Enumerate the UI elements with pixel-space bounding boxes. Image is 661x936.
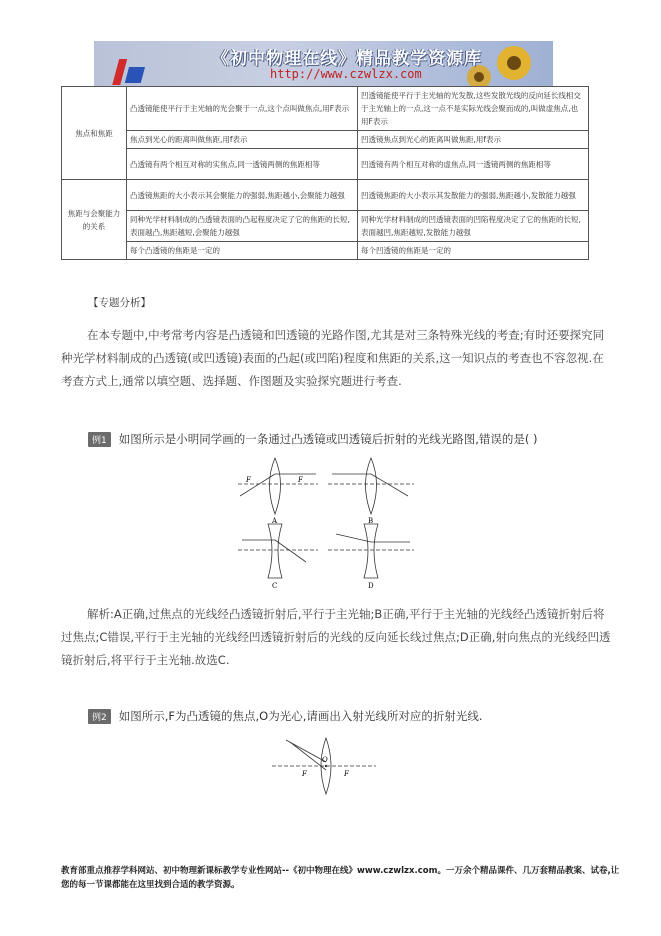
table-cell: 凹透镜焦距的大小表示其发散能力的强弱,焦距越小,发散能力越强: [358, 180, 589, 211]
table-cell: 凹透镜焦点到光心的距离叫做焦距,用f表示: [358, 131, 589, 149]
page-footer: 教育部重点推荐学科网站、初中物理新课标教学专业性网站--《初中物理在线》www.czwlzx.com。一万余个精品课件、几万套精品教案、试卷,让您的每一节课都能在这里找到合适的教学资源。: [61, 866, 620, 890]
focus-label: F: [298, 476, 303, 484]
example-badge: 例2: [88, 709, 111, 724]
banner-url: http://www.czwlzx.com: [270, 67, 422, 81]
example-1: [88, 431, 538, 447]
table-cell: 焦点到光心的距离叫做焦距,用f表示: [127, 131, 358, 149]
header-banner: [94, 41, 553, 87]
option-label-a: A: [272, 517, 278, 525]
option-label-d: D: [368, 582, 374, 590]
example-badge: 例1: [88, 432, 111, 447]
focus-label: F: [344, 770, 349, 778]
table-row: [62, 131, 589, 149]
focus-label: F: [302, 770, 307, 778]
section-title: 【专题分析】: [88, 297, 151, 309]
example-question: 如图所示是小明同学画的一条通过凸透镜或凹透镜后折射的光线光路图,错误的是( ): [118, 432, 538, 446]
table-cell: 凸透镜能使平行于主光轴的光会聚于一点,这个点叫做焦点,用F表示: [127, 87, 358, 131]
table-row: [62, 211, 589, 242]
analysis-paragraph: 在本专题中,中考常考内容是凸透镜和凹透镜的光路作图,尤其是对三条特殊光线的考查;有时还要探究同种光学材料制成的凸透镜(或凹透镜)表面的凸起(或凹陷)程度和焦距的关系,这一知识点的考查也不容忽视.在考查方式上,通常以填空题、选择题、作图题及实验探究题进行考查.: [61, 328, 605, 388]
example-question: 如图所示,F为凸透镜的焦点,O为光心,请画出入射光线所对应的折射光线.: [118, 709, 483, 723]
table-row: [62, 149, 589, 180]
table-row: [62, 87, 589, 131]
table-cell: 凹透镜能使平行于主光轴的光发散,这些发散光线的反向延长线相交于主光轴上的一点,这一点不是实际光线会聚而成的,叫做虚焦点,也用F表示: [358, 87, 589, 131]
table-row: [62, 180, 589, 211]
table-group-label: 焦点和焦距: [62, 87, 127, 180]
table-cell: 凸透镜有两个相互对称的实焦点,同一透镜两侧的焦距相等: [127, 149, 358, 180]
focus-label: F: [246, 476, 251, 484]
table-row: [62, 242, 589, 260]
table-cell: 每个凹透镜的焦距是一定的: [358, 242, 589, 260]
option-label-c: C: [272, 582, 278, 590]
table-cell: 凹透镜有两个相互对称的虚焦点,同一透镜两侧的焦距相等: [358, 149, 589, 180]
option-label-b: B: [368, 517, 374, 525]
table-group-label: 焦距与会聚能力的关系: [62, 180, 127, 260]
solution-1: 解析:A正确,过焦点的光线经凸透镜折射后,平行于主光轴;B正确,平行于主光轴的光线经凸透镜折射后将过焦点;C错误,平行于主光轴的光线经凹透镜折射后的光线的反向延长线过焦点;D正确,射向焦点的光线经凹透镜折射后,将平行于主光轴.故选C.: [61, 607, 611, 667]
table-cell: 每个凸透镜的焦距是一定的: [127, 242, 358, 260]
banner-title: 《初中物理在线》精品教学资源库: [212, 49, 482, 69]
optical-center-label: O: [322, 756, 328, 764]
table-cell: 同种光学材料制成的凹透镜表面的凹陷程度决定了它的焦距的长短,表面越凹,焦距越短,发散能力越强: [358, 211, 589, 242]
table-cell: 同种光学材料制成的凸透镜表面的凸起程度决定了它的焦距的长短,表面越凸,焦距越短,会聚能力越强: [127, 211, 358, 242]
lens-figure-2: [268, 736, 380, 798]
table-cell: 凸透镜焦距的大小表示其会聚能力的强弱,焦距越小,会聚能力越强: [127, 180, 358, 211]
example-2: [88, 708, 483, 724]
lens-figure-1: [228, 456, 418, 592]
concept-table: [61, 86, 589, 260]
